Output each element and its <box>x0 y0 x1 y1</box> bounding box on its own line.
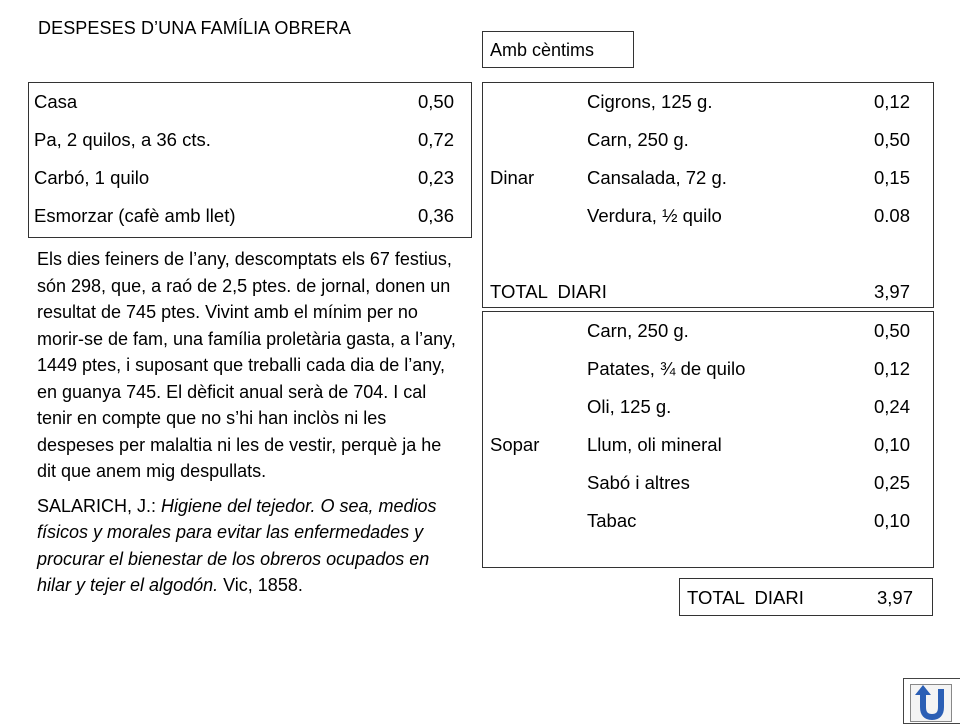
dinar-expenses-box <box>482 82 934 308</box>
sopar-item-label: Patates, ¾ de quilo <box>587 358 746 379</box>
sopar-expenses-box <box>482 311 934 568</box>
citation-author: SALARICH, J.: <box>37 495 162 516</box>
total-label: TOTAL DIARI <box>687 587 804 608</box>
expense-value: 0,23 <box>418 167 455 188</box>
text-body <box>37 246 457 607</box>
dinar-item-value: 0.08 <box>874 205 911 226</box>
daily-total-box <box>679 578 933 616</box>
return-button-face[interactable] <box>910 684 952 722</box>
sopar-item-value: 0,25 <box>874 472 911 493</box>
sopar-item-value: 0,50 <box>874 320 911 341</box>
sopar-item-value: 0,10 <box>874 510 911 531</box>
expense-label: Esmorzar (cafè amb llet) <box>34 205 236 226</box>
citation-work: Higiene del tejedor. O sea, medios físicos y morales para evitar las enfermedades y procurar el bienestar de los obreros ocupados en hilar y tejer el algodón. <box>37 495 437 595</box>
units-label-box <box>482 31 634 68</box>
sopar-item-value: 0,10 <box>874 434 911 455</box>
dinar-item-label: Verdura, ½ quilo <box>587 205 722 226</box>
expense-value: 0,50 <box>418 91 455 112</box>
return-button[interactable] <box>903 678 960 724</box>
sopar-item-label: Carn, 250 g. <box>587 320 689 341</box>
sopar-item-label: Oli, 125 g. <box>587 396 672 417</box>
dinar-item-value: 0,12 <box>874 91 911 112</box>
sopar-item-label: Llum, oli mineral <box>587 434 722 455</box>
dinar-total-label: TOTAL DIARI <box>490 281 607 302</box>
return-arrow-icon <box>911 685 951 721</box>
units-label: Amb cèntims <box>490 40 595 60</box>
dinar-item-label: Cigrons, 125 g. <box>587 91 713 112</box>
expense-label: Casa <box>34 91 78 112</box>
expense-value: 0,72 <box>418 129 455 150</box>
sopar-item-label: Sabó i altres <box>587 472 690 493</box>
dinar-item-label: Cansalada, 72 g. <box>587 167 727 188</box>
dinar-total-value: 3,97 <box>874 281 911 302</box>
citation <box>37 493 457 599</box>
dinar-item-value: 0,15 <box>874 167 911 188</box>
expense-label: Carbó, 1 quilo <box>34 167 150 188</box>
page-title: DESPESES D’UNA FAMÍLIA OBRERA <box>38 18 351 38</box>
total-value: 3,97 <box>877 587 914 608</box>
expense-value: 0,36 <box>418 205 455 226</box>
sopar-item-value: 0,12 <box>874 358 911 379</box>
sopar-section-label: Sopar <box>490 434 540 455</box>
sopar-item-value: 0,24 <box>874 396 911 417</box>
dinar-section-label: Dinar <box>490 167 535 188</box>
daily-expenses-box <box>28 82 472 238</box>
dinar-item-value: 0,50 <box>874 129 911 150</box>
citation-place-date: Vic, 1858. <box>218 575 303 595</box>
sopar-item-label: Tabac <box>587 510 637 531</box>
expense-label: Pa, 2 quilos, a 36 cts. <box>34 129 211 150</box>
dinar-item-label: Carn, 250 g. <box>587 129 689 150</box>
body-paragraph: Els dies feiners de l’any, descomptats els 67 festius, són 298, que, a raó de 2,5 ptes. de jornal, donen un resultat de 745 ptes. Vivint amb el mínim per no morir-se de fam, una família proletària gasta, a l’any, 1449 ptes, i suposant que treballi cada dia de l’any, en guanya 745. El dèficit anual serà de 704. I cal tenir en compte que no s’hi han inclòs ni les despeses per malaltia ni les de vestir, perquè ja he dit que anem mig despullats. <box>37 249 456 481</box>
